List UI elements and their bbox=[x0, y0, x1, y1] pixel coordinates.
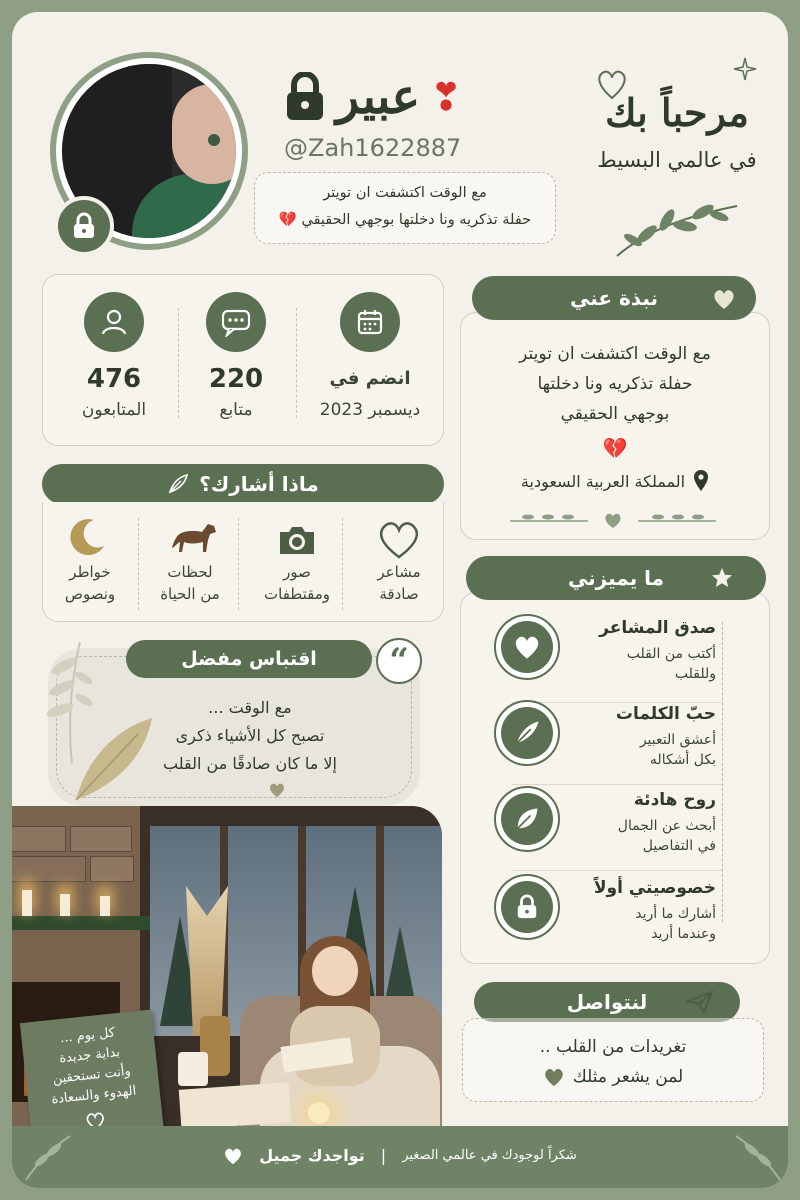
paper-plane-icon bbox=[686, 990, 714, 1014]
lock-icon bbox=[515, 894, 539, 920]
contact-title: لنتواصل bbox=[566, 990, 648, 1014]
quote-header bbox=[126, 640, 372, 678]
calendar-icon bbox=[355, 307, 385, 337]
feature-icon-ring bbox=[494, 874, 560, 940]
following-count: 220 bbox=[208, 364, 264, 394]
welcome-subtitle: في عالمي البسيط bbox=[597, 148, 757, 172]
followers-label: المتابعون bbox=[81, 400, 147, 420]
about-line: بوجهي الحقيقي bbox=[560, 404, 670, 424]
contact-line: تغريدات من القلب .. bbox=[539, 1037, 687, 1057]
leaf-icon bbox=[513, 805, 541, 833]
heart-icon bbox=[223, 1147, 243, 1165]
profile-card-page bbox=[12, 12, 788, 1188]
share-item-label: ومقتطفات bbox=[264, 585, 330, 603]
feature-icon-ring bbox=[494, 786, 560, 852]
heart-icon bbox=[712, 288, 736, 310]
feature-desc: أعشق التعبير bbox=[639, 732, 716, 748]
about-line: مع الوقت اكتشفت ان تويتر bbox=[519, 344, 711, 364]
following-label: متابع bbox=[219, 400, 253, 420]
bio-box bbox=[254, 172, 556, 244]
share-item-label: خواطر bbox=[69, 563, 111, 581]
quote-mark-badge bbox=[376, 638, 422, 684]
feature-title: خصوصيتي أولاً bbox=[593, 878, 716, 898]
share-item-label: من الحياة bbox=[160, 585, 220, 603]
feature-icon-ring bbox=[494, 700, 560, 766]
feature-desc: أبحث عن الجمال bbox=[617, 818, 716, 834]
sparkle-icon bbox=[732, 56, 758, 82]
heart-doodle-icon bbox=[592, 64, 632, 104]
share-divider bbox=[138, 518, 139, 610]
about-title: نبذة عني bbox=[569, 286, 659, 310]
feature-desc: أشارك ما أريد bbox=[635, 906, 716, 922]
heart-icon bbox=[268, 782, 286, 798]
profile-name: عبير bbox=[336, 69, 421, 125]
share-item-label: ونصوص bbox=[64, 585, 116, 603]
avatar-lock-badge bbox=[54, 196, 114, 256]
footer-content bbox=[132, 1146, 668, 1165]
features-timeline-line bbox=[722, 622, 723, 922]
location-pin-icon bbox=[693, 470, 709, 492]
followers-count: 476 bbox=[86, 364, 142, 394]
features-separator bbox=[512, 870, 722, 871]
share-item-label: لحظات bbox=[167, 563, 213, 581]
following-icon-circle bbox=[206, 292, 266, 352]
lock-icon bbox=[71, 212, 97, 240]
broken-heart-icon: 💔 bbox=[602, 436, 628, 460]
features-separator bbox=[512, 784, 722, 785]
leaf-divider-icon bbox=[508, 510, 718, 532]
contact-line: لمن يشعر مثلك bbox=[572, 1067, 684, 1087]
fern-leaf-icon bbox=[18, 1132, 78, 1182]
feature-icon-ring bbox=[494, 614, 560, 680]
joined-label: انضم في bbox=[329, 368, 411, 389]
quote-line: تصبح كل الأشياء ذكرى bbox=[175, 726, 325, 745]
camera-icon bbox=[276, 522, 318, 558]
feather-icon bbox=[167, 473, 189, 495]
profile-handle[interactable]: @Zah1622887 bbox=[284, 134, 462, 162]
quote-mark-icon: “ bbox=[389, 641, 409, 681]
features-title: ما يميزني bbox=[567, 566, 665, 590]
note-line: وأنت تستحقين bbox=[51, 1063, 132, 1088]
footer-thanks: شكراً لوجودك في عالمي الصغير bbox=[402, 1148, 577, 1163]
contact-line-row bbox=[463, 1067, 763, 1087]
star-icon bbox=[710, 566, 734, 590]
quote-title: اقتباس مفضل bbox=[181, 648, 317, 670]
share-item-label: صادقة bbox=[379, 585, 419, 603]
joined-icon-circle bbox=[340, 292, 400, 352]
bio-line: حفلة تذكريه ونا دخلتها بوجهي الحقيقي 💔 bbox=[278, 212, 532, 228]
feature-desc: أكتب من القلب bbox=[626, 646, 716, 662]
note-line: كل يوم ... bbox=[59, 1025, 116, 1047]
user-icon bbox=[99, 307, 129, 337]
exclamation-heart-icon: ❣ bbox=[430, 75, 462, 119]
quote-line: مع الوقت ... bbox=[208, 698, 292, 717]
quote-line: إلا ما كان صادقًا من القلب bbox=[163, 754, 337, 773]
features-separator bbox=[512, 702, 722, 703]
feature-desc: في التفاصيل bbox=[642, 838, 716, 854]
share-header bbox=[42, 464, 444, 504]
feature-title: صدق المشاعر bbox=[599, 618, 716, 638]
footer-separator: | bbox=[380, 1146, 387, 1165]
chat-icon bbox=[220, 307, 252, 337]
share-title: ماذا أشارك؟ bbox=[199, 472, 319, 496]
horse-icon bbox=[170, 518, 220, 558]
note-line: الهدوء والسعادة bbox=[50, 1083, 137, 1108]
share-item-label: مشاعر bbox=[377, 563, 421, 581]
feature-title: حبّ الكلمات bbox=[615, 704, 716, 724]
feature-desc: وللقلب bbox=[674, 666, 716, 682]
heart-icon bbox=[543, 1067, 565, 1087]
fern-leaf-icon bbox=[728, 1132, 788, 1182]
heart-icon bbox=[513, 634, 541, 660]
share-item-label: صور bbox=[283, 563, 311, 581]
feature-desc: بكل أشكاله bbox=[649, 752, 716, 768]
note-line: بداية جديدة bbox=[58, 1044, 121, 1067]
contact-box bbox=[462, 1018, 764, 1102]
stats-divider bbox=[296, 308, 297, 418]
location-row bbox=[462, 470, 768, 492]
bio-line: مع الوقت اكتشفت ان تويتر bbox=[323, 185, 487, 201]
about-line: حفلة تذكريه ونا دخلتها bbox=[537, 374, 693, 394]
welcome-title: مرحباً بك bbox=[605, 90, 749, 135]
broken-heart-icon: 💔 bbox=[278, 212, 297, 228]
lock-icon bbox=[284, 72, 326, 122]
feature-desc: وعندما أريد bbox=[651, 926, 716, 942]
footer-presence: تواجدك جميل bbox=[259, 1146, 365, 1165]
feature-title: روح هادئة bbox=[633, 790, 716, 810]
name-row bbox=[284, 64, 564, 130]
olive-branch-icon bbox=[607, 190, 747, 260]
location-text: المملكة العربية السعودية bbox=[520, 471, 686, 491]
feather-icon bbox=[513, 719, 541, 747]
joined-date: ديسمبر 2023 bbox=[319, 400, 421, 420]
moon-icon bbox=[66, 516, 108, 558]
heart-icon bbox=[376, 520, 422, 560]
followers-icon-circle bbox=[84, 292, 144, 352]
